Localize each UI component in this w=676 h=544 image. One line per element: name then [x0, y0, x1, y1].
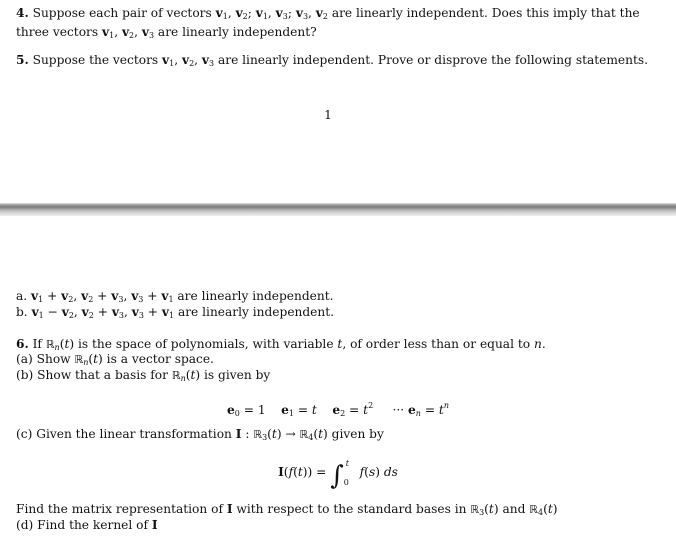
integral-equation: I(f(t)) = ∫ t 0 f(s) ds [278, 459, 398, 491]
question-6-text: If ℝ$_n$(t) is the space of polynomials, with variable t, of order less than or equal to n. [32, 337, 546, 352]
basis-equation: $e_0 = 1$ $e_1 = t$ $e_2 = t^2$ ··· $e_n = t^n$ [227, 401, 449, 418]
question-4 [16, 6, 666, 43]
question-6c: (c) Given the linear transformation I : ℝ$_3$(t) → ℝ$_4$(t) given by [16, 427, 384, 442]
question-5-number: 5. [16, 53, 29, 67]
question-6-number: 6. [16, 337, 29, 351]
question-5 [16, 53, 666, 72]
question-4-line-1 [16, 6, 666, 25]
question-4-number: 4. [16, 6, 29, 20]
question-6d: (d) Find the kernel of I [16, 518, 158, 532]
find-matrix-text: Find the matrix representation of I with respect to the standard bases in ℝ$_3$(t) and ℝ$_4$(t) [16, 502, 558, 517]
question-4-text-1: Suppose each pair of vectors $v_1$, $v_2$; $v_1$, $v_3$; $v_3$, $v_2$ are linearly independent. Does this imply that the [32, 6, 640, 21]
page-2 [0, 216, 676, 544]
question-6b: (b) Show that a basis for ℝ$_n$(t) is given by [16, 368, 271, 383]
question-4-line-2: three vectors $v_1$, $v_2$, $v_3$ are linearly independent? [16, 24, 317, 40]
statement-a: a. $v_1 + v_2$, $v_2 + v_3$, $v_3 + v_1$ are linearly independent. [16, 289, 334, 304]
question-6a: (a) Show ℝ$_n$(t) is a vector space. [16, 352, 214, 367]
question-5-text: Suppose the vectors $v_1$, $v_2$, $v_3$ are linearly independent. Prove or disprove the following statements. [32, 53, 649, 68]
page-1 [0, 0, 676, 203]
statement-b: b. $v_1 - v_2$, $v_2 + v_3$, $v_3 + v_1$ are linearly independent. [16, 305, 335, 320]
page-separator [0, 203, 676, 216]
page-number: 1 [324, 108, 332, 122]
